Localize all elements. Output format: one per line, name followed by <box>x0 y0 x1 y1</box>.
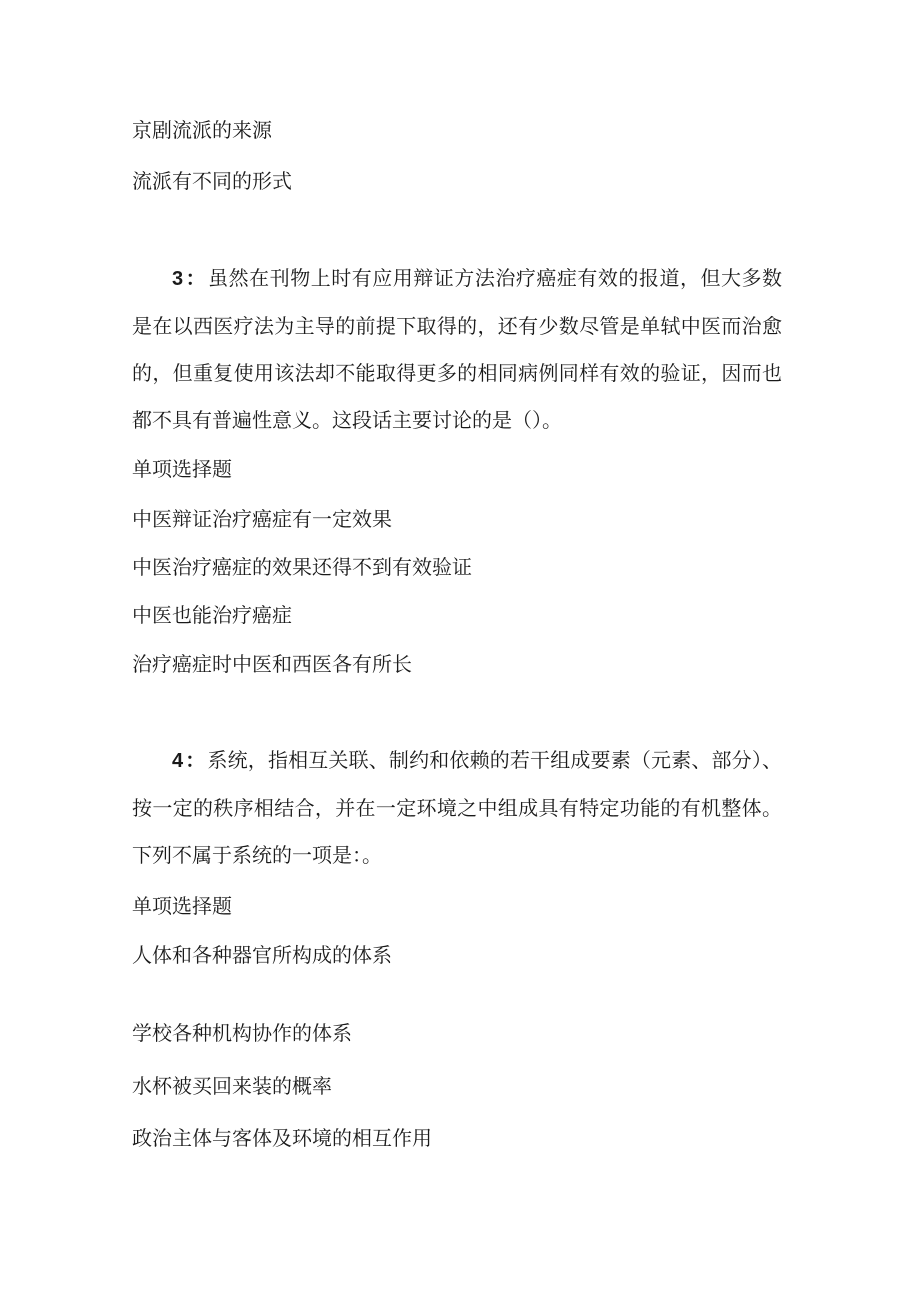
question-3-type: 单项选择题 <box>132 457 232 481</box>
question-3-option-3: 中医也能治疗癌症 <box>132 603 292 627</box>
question-3-number: 3： <box>172 268 209 290</box>
prev-option-2: 流派有不同的形式 <box>132 169 292 193</box>
question-3-stem <box>132 255 782 444</box>
question-4-option-4: 政治主体与客体及环境的相互作用 <box>132 1126 432 1150</box>
question-4-stem <box>132 737 782 879</box>
question-3-option-2: 中医治疗癌症的效果还得不到有效验证 <box>132 555 472 579</box>
question-4-option-2: 学校各种机构协作的体系 <box>132 1021 352 1045</box>
question-4-option-3: 水杯被买回来装的概率 <box>132 1074 332 1098</box>
question-4-text: 系统，指相互关联、制约和依赖的若干组成要素（元素、部分）、按一定的秩序相结合，并在一定环境之中组成具有特定功能的有机整体。下列不属于系统的一项是：。 <box>132 748 783 867</box>
question-3-option-4: 治疗癌症时中医和西医各有所长 <box>132 652 412 676</box>
question-4-option-1: 人体和各种器官所构成的体系 <box>132 943 392 967</box>
prev-option-1: 京剧流派的来源 <box>132 118 272 142</box>
question-4-number: 4： <box>172 750 208 772</box>
question-4-type: 单项选择题 <box>132 894 232 918</box>
question-3-option-1: 中医辩证治疗癌症有一定效果 <box>132 507 392 531</box>
question-3-text: 虽然在刊物上时有应用辩证方法治疗癌症有效的报道，但大多数是在以西医疗法为主导的前提下取得的，还有少数尽管是单轼中医而治愈的，但重复使用该法却不能取得更多的相同病例同样有效的验证，因而也都不具有普遍性意义。这段话主要讨论的是（）。 <box>132 266 783 432</box>
